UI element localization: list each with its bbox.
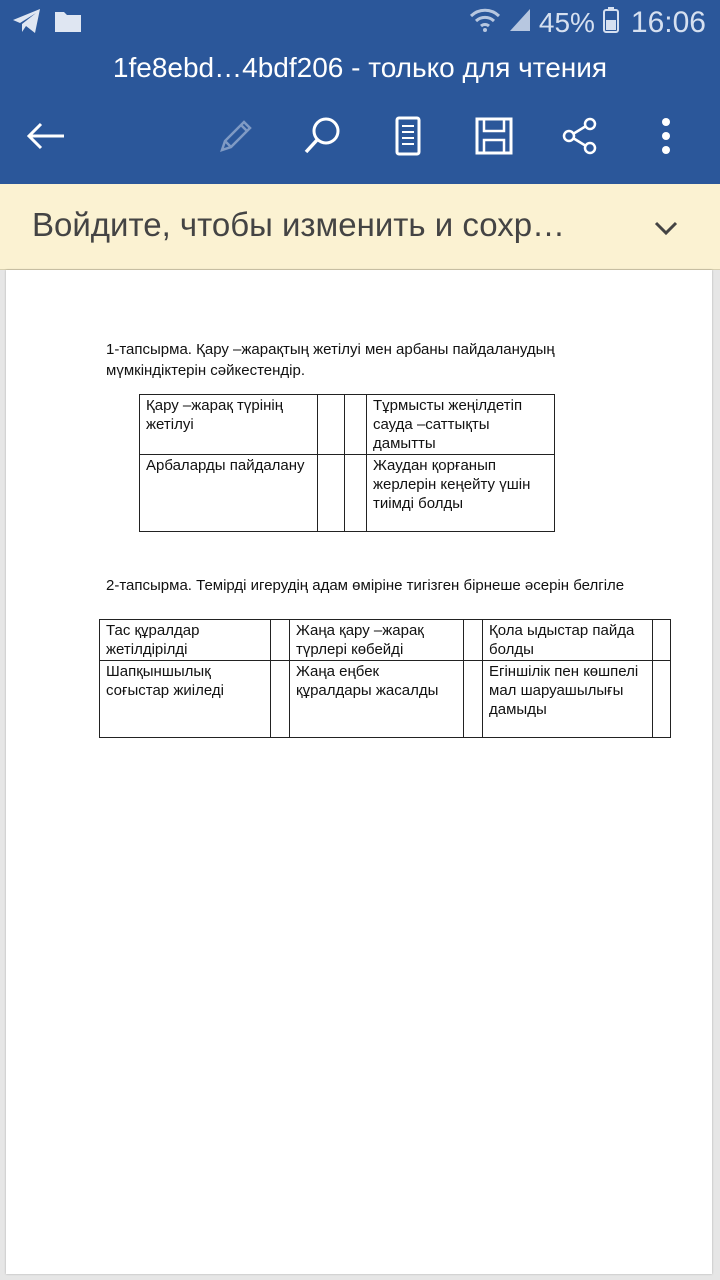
- table-cell-empty: [345, 455, 367, 532]
- sign-in-banner[interactable]: [0, 184, 720, 270]
- table-row: [100, 620, 671, 661]
- table-cell: Қола ыдыстар пайда болды: [483, 620, 653, 661]
- chevron-down-icon[interactable]: [648, 210, 684, 246]
- table-cell-empty: [318, 395, 345, 455]
- telegram-icon: [12, 8, 42, 39]
- table-cell: Жаңа еңбек құралдары жасалды: [290, 661, 464, 738]
- banner-text: Войдите, чтобы изменить и сохр…: [32, 206, 566, 243]
- table-cell-empty: [653, 661, 671, 738]
- save-button[interactable]: [464, 108, 524, 168]
- share-icon: [560, 116, 600, 161]
- edit-button[interactable]: [206, 108, 266, 168]
- table-cell: Тұрмысты жеңілдетіп сауда –саттықты дамытты: [367, 395, 555, 455]
- table-cell-empty: [653, 620, 671, 661]
- toolbar: [0, 108, 720, 168]
- task-1-text: 1-тапсырма. Қару –жарақтың жетілуі мен арбаны пайдаланудың мүмкіндіктерін сәйкестендір.: [106, 341, 555, 379]
- clock: 16:06: [630, 6, 706, 39]
- more-vertical-icon: [660, 116, 672, 161]
- signal-icon: [509, 7, 531, 39]
- battery-percent: 45%: [538, 7, 595, 38]
- table-cell: Егіншілік пен көшпелі мал шаруашылығы дамыды: [483, 661, 653, 738]
- mobile-view-icon: [393, 116, 423, 161]
- floppy-disk-icon: [474, 116, 514, 161]
- reading-view-button[interactable]: [378, 108, 438, 168]
- table-cell: Жаңа қару –жарақ түрлері көбейді: [290, 620, 464, 661]
- pencil-icon: [216, 116, 256, 161]
- battery-icon: [603, 7, 619, 40]
- table-cell-empty: [271, 620, 290, 661]
- table-cell: Жаудан қорғанып жерлерін кеңейту үшін тиімді болды: [367, 455, 555, 532]
- table-cell: Тас құралдар жетілдірілді: [100, 620, 271, 661]
- back-button[interactable]: [16, 108, 76, 168]
- search-button[interactable]: [292, 108, 352, 168]
- table-cell-empty: [318, 455, 345, 532]
- folder-icon: [54, 9, 82, 38]
- more-options-button[interactable]: [636, 108, 696, 168]
- status-bar: [0, 0, 720, 46]
- table-cell-empty: [271, 661, 290, 738]
- matching-table-1: [139, 394, 555, 532]
- share-button[interactable]: [550, 108, 610, 168]
- matching-table-2: [99, 619, 671, 738]
- task-2-text: 2-тапсырма. Темірді игерудің адам өміріне тигізген бірнеше әсерін белгіле: [106, 577, 625, 594]
- table-cell: Қару –жарақ түрінің жетілуі: [140, 395, 318, 455]
- table-cell: Шапқыншылық соғыстар жиіледі: [100, 661, 271, 738]
- document-page: [6, 270, 712, 1274]
- table-cell-empty: [345, 395, 367, 455]
- app-header: [0, 0, 720, 184]
- document-title: 1fe8ebd…4bdf206 - только для чтения: [112, 52, 608, 83]
- table-row: [140, 455, 555, 532]
- table-row: [140, 395, 555, 455]
- table-cell-empty: [464, 620, 483, 661]
- search-icon: [302, 116, 342, 161]
- table-cell: Арбаларды пайдалану: [140, 455, 318, 532]
- wifi-icon: [469, 7, 501, 40]
- back-arrow-icon: [26, 121, 66, 156]
- table-row: [100, 661, 671, 738]
- table-cell-empty: [464, 661, 483, 738]
